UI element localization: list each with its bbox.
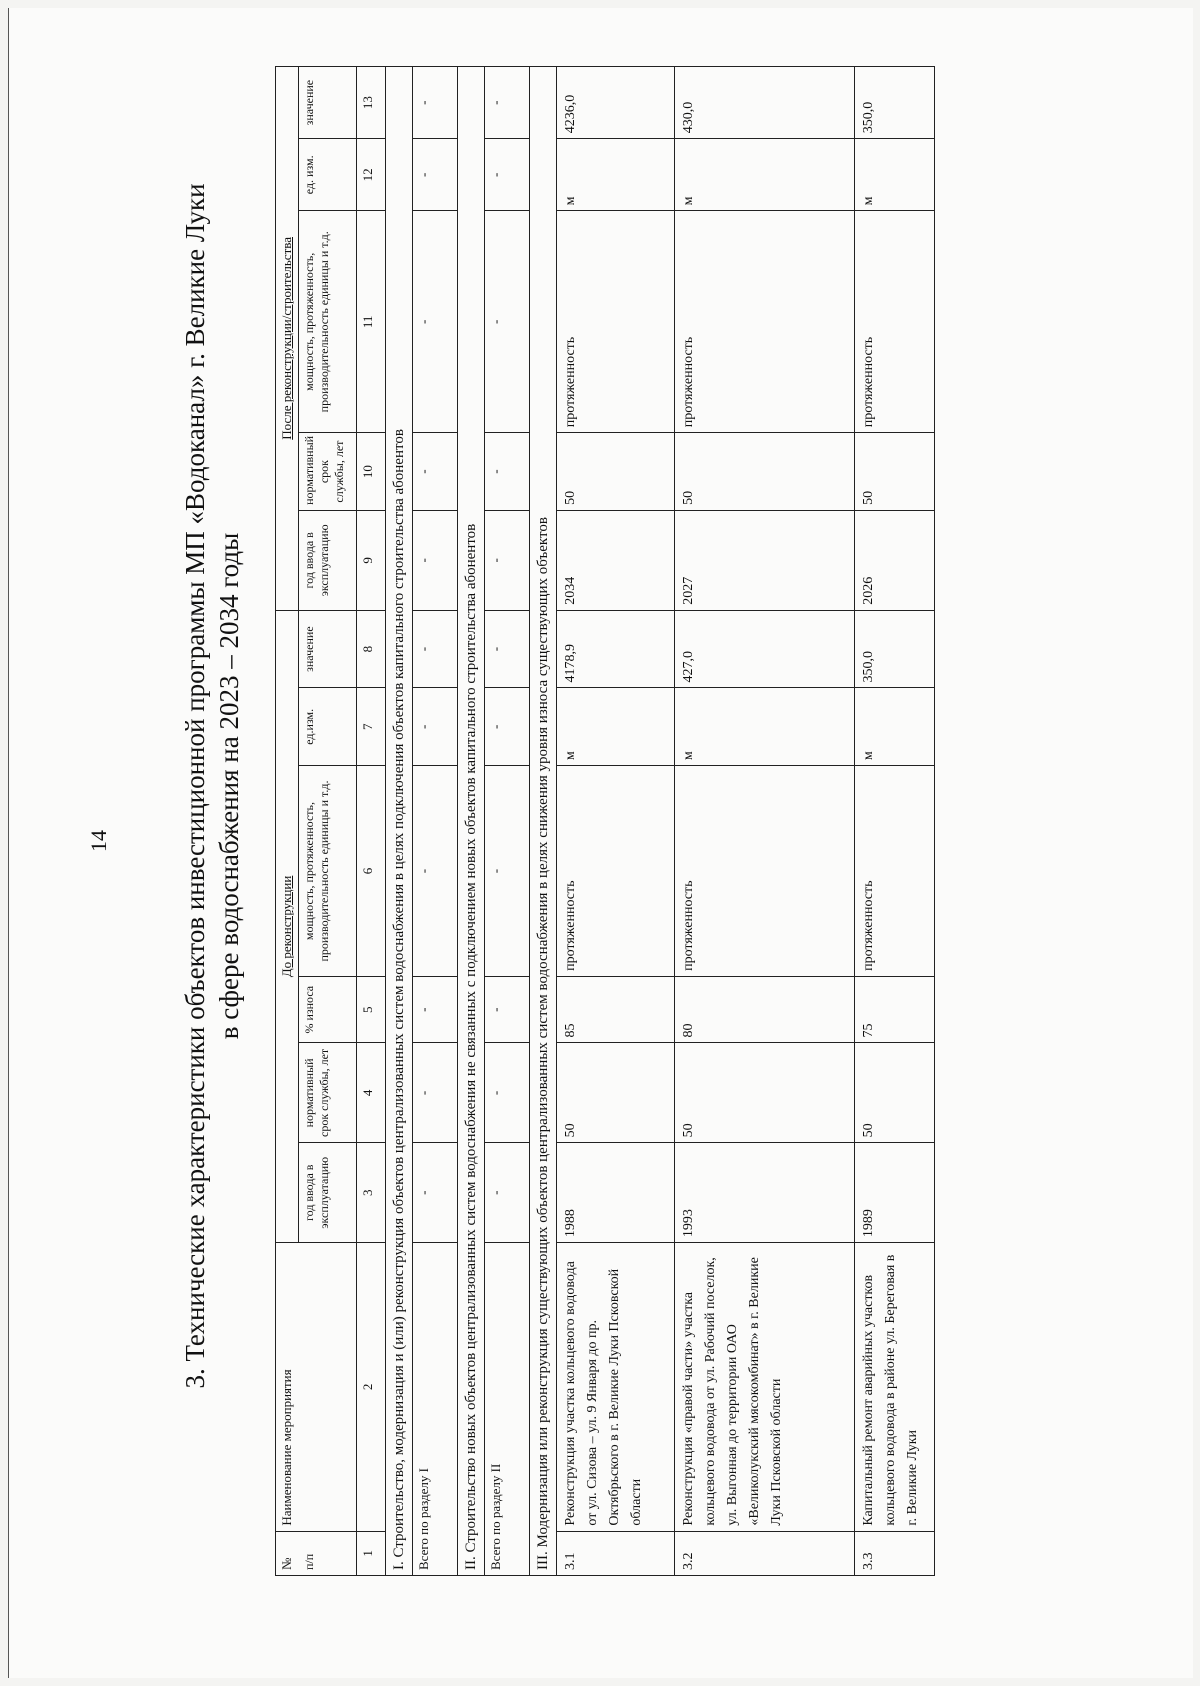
row-life-after: 50 bbox=[855, 433, 935, 511]
header-name: Наименование мероприятия bbox=[276, 1243, 357, 1531]
total-cell: - bbox=[413, 67, 458, 139]
col-number: 12 bbox=[357, 139, 386, 211]
row-param-after: протяженность bbox=[675, 211, 855, 433]
header-before-param: мощность, протяженность, производительность единицы и т.д. bbox=[299, 766, 357, 977]
header-after-year: год ввода в эксплуатацию bbox=[299, 510, 357, 610]
row-value-before: 427,0 bbox=[675, 610, 855, 688]
total-cell: - bbox=[413, 510, 458, 610]
row-life-after: 50 bbox=[557, 433, 675, 511]
row-year-after: 2034 bbox=[557, 510, 675, 610]
row-unit-after: м bbox=[855, 139, 935, 211]
row-unit-after: м bbox=[557, 139, 675, 211]
header-after-param: мощность, протяженность, производительность единицы и т.д. bbox=[299, 211, 357, 433]
header-before-year: год ввода в эксплуатацию bbox=[299, 1143, 357, 1243]
row-value-after: 350,0 bbox=[855, 67, 935, 139]
row-unit-before: м bbox=[675, 688, 855, 766]
section-total-row bbox=[413, 67, 458, 1576]
col-number: 10 bbox=[357, 433, 386, 511]
col-number: 3 bbox=[357, 1143, 386, 1243]
row-param-before: протяженность bbox=[675, 766, 855, 977]
total-cell: - bbox=[413, 139, 458, 211]
col-number: 2 bbox=[357, 1243, 386, 1531]
header-after-life: нормативный срок службы, лет bbox=[299, 433, 357, 511]
col-number: 8 bbox=[357, 610, 386, 688]
total-cell: - bbox=[485, 688, 530, 766]
header-after-unit: ед. изм. bbox=[299, 139, 357, 211]
section-title-1: I. Строительство, модернизация и (или) реконструкция объектов централизованных систем водоснабжения в целях подключения объектов капитального строительства абонентов bbox=[386, 67, 413, 1576]
section-row bbox=[386, 67, 413, 1576]
row-value-before: 350,0 bbox=[855, 610, 935, 688]
section-title-2: II. Строительство новых объектов централизованных систем водоснабжения не связанных с подключением новых объектов капитального строительства абонентов bbox=[458, 67, 485, 1576]
header-before-value: значение bbox=[299, 610, 357, 688]
total-cell: - bbox=[413, 610, 458, 688]
total-cell: - bbox=[485, 139, 530, 211]
page-number: 14 bbox=[86, 830, 111, 852]
section-row bbox=[458, 67, 485, 1576]
row-name: Капитальный ремонт аварийных участков кольцевого водовода в районе ул. Береговая в г. Великие Луки bbox=[855, 1243, 935, 1531]
row-name: Реконструкция «правой части» участка кольцевого водовода от ул. Рабочий поселок, ул. Выгонная до территории ОАО «Великолукский мясокомбинат» в г. Великие Луки Псковской области bbox=[675, 1243, 855, 1531]
header-before-unit: ед.изм. bbox=[299, 688, 357, 766]
row-num: 3.1 bbox=[557, 1531, 675, 1575]
header-after-value: значение bbox=[299, 67, 357, 139]
row-wear: 80 bbox=[675, 976, 855, 1043]
table-row bbox=[675, 67, 855, 1576]
total-cell: - bbox=[485, 433, 530, 511]
row-param-before: протяженность bbox=[855, 766, 935, 977]
total-cell: - bbox=[485, 67, 530, 139]
total-cell: - bbox=[413, 976, 458, 1043]
document-title bbox=[178, 26, 246, 1546]
row-life-before: 50 bbox=[855, 1043, 935, 1143]
row-wear: 85 bbox=[557, 976, 675, 1043]
total-cell: - bbox=[485, 211, 530, 433]
total-cell: - bbox=[485, 1143, 530, 1243]
col-number: 6 bbox=[357, 766, 386, 977]
row-param-after: протяженность bbox=[557, 211, 675, 433]
row-name: Реконструкция участка кольцевого водовода от ул. Сизова – ул. 9 Января до пр. Октябрьского в г. Великие Луки Псковской области bbox=[557, 1243, 675, 1531]
section-row bbox=[530, 67, 557, 1576]
title-line-2: в сфере водоснабжения на 2023 – 2034 годы bbox=[214, 532, 244, 1040]
row-value-after: 430,0 bbox=[675, 67, 855, 139]
total-cell: - bbox=[413, 766, 458, 977]
table-row bbox=[557, 67, 675, 1576]
row-wear: 75 bbox=[855, 976, 935, 1043]
row-year-after: 2027 bbox=[675, 510, 855, 610]
header-after: После реконструкции/строительства bbox=[276, 67, 299, 611]
col-number: 9 bbox=[357, 510, 386, 610]
total-cell: - bbox=[485, 510, 530, 610]
row-value-before: 4178,9 bbox=[557, 610, 675, 688]
header-before-wear: % износа bbox=[299, 976, 357, 1043]
row-num: 3.2 bbox=[675, 1531, 855, 1575]
row-year-before: 1988 bbox=[557, 1143, 675, 1243]
total-cell: - bbox=[413, 433, 458, 511]
column-numbers-row bbox=[357, 67, 386, 1576]
characteristics-table bbox=[275, 66, 935, 1576]
total-cell: - bbox=[485, 610, 530, 688]
col-number: 4 bbox=[357, 1043, 386, 1143]
col-number: 13 bbox=[357, 67, 386, 139]
col-number: 1 bbox=[357, 1531, 386, 1575]
section-title-3: III. Модернизация или реконструкция существующих объектов централизованных систем водоснабжения в целях снижения уровня износа существующих объектов bbox=[530, 67, 557, 1576]
total-cell: - bbox=[413, 211, 458, 433]
row-life-before: 50 bbox=[557, 1043, 675, 1143]
row-life-before: 50 bbox=[675, 1043, 855, 1143]
row-param-after: протяженность bbox=[855, 211, 935, 433]
total-cell: - bbox=[413, 688, 458, 766]
row-year-before: 1993 bbox=[675, 1143, 855, 1243]
header-num-sub: п/п bbox=[299, 1531, 357, 1575]
col-number: 5 bbox=[357, 976, 386, 1043]
row-year-after: 2026 bbox=[855, 510, 935, 610]
row-unit-before: м bbox=[557, 688, 675, 766]
header-before-life: нормативный срок службы, лет bbox=[299, 1043, 357, 1143]
col-number: 11 bbox=[357, 211, 386, 433]
title-line-1: 3. Технические характеристики объектов инвестиционной программы МП «Водоканал» г. Великие Луки bbox=[180, 183, 210, 1389]
section-total-label-2: Всего по разделу II bbox=[485, 1243, 530, 1576]
header-before: До реконструкции bbox=[276, 610, 299, 1242]
section-total-row bbox=[485, 67, 530, 1576]
row-life-after: 50 bbox=[675, 433, 855, 511]
row-unit-after: м bbox=[675, 139, 855, 211]
row-unit-before: м bbox=[855, 688, 935, 766]
total-cell: - bbox=[413, 1043, 458, 1143]
col-number: 7 bbox=[357, 688, 386, 766]
row-value-after: 4236,0 bbox=[557, 67, 675, 139]
row-num: 3.3 bbox=[855, 1531, 935, 1575]
section-total-label-1: Всего по разделу I bbox=[413, 1243, 458, 1576]
row-param-before: протяженность bbox=[557, 766, 675, 977]
total-cell: - bbox=[413, 1143, 458, 1243]
total-cell: - bbox=[485, 1043, 530, 1143]
table-row bbox=[855, 67, 935, 1576]
total-cell: - bbox=[485, 976, 530, 1043]
total-cell: - bbox=[485, 766, 530, 977]
header-num: № bbox=[276, 1531, 299, 1575]
row-year-before: 1989 bbox=[855, 1143, 935, 1243]
